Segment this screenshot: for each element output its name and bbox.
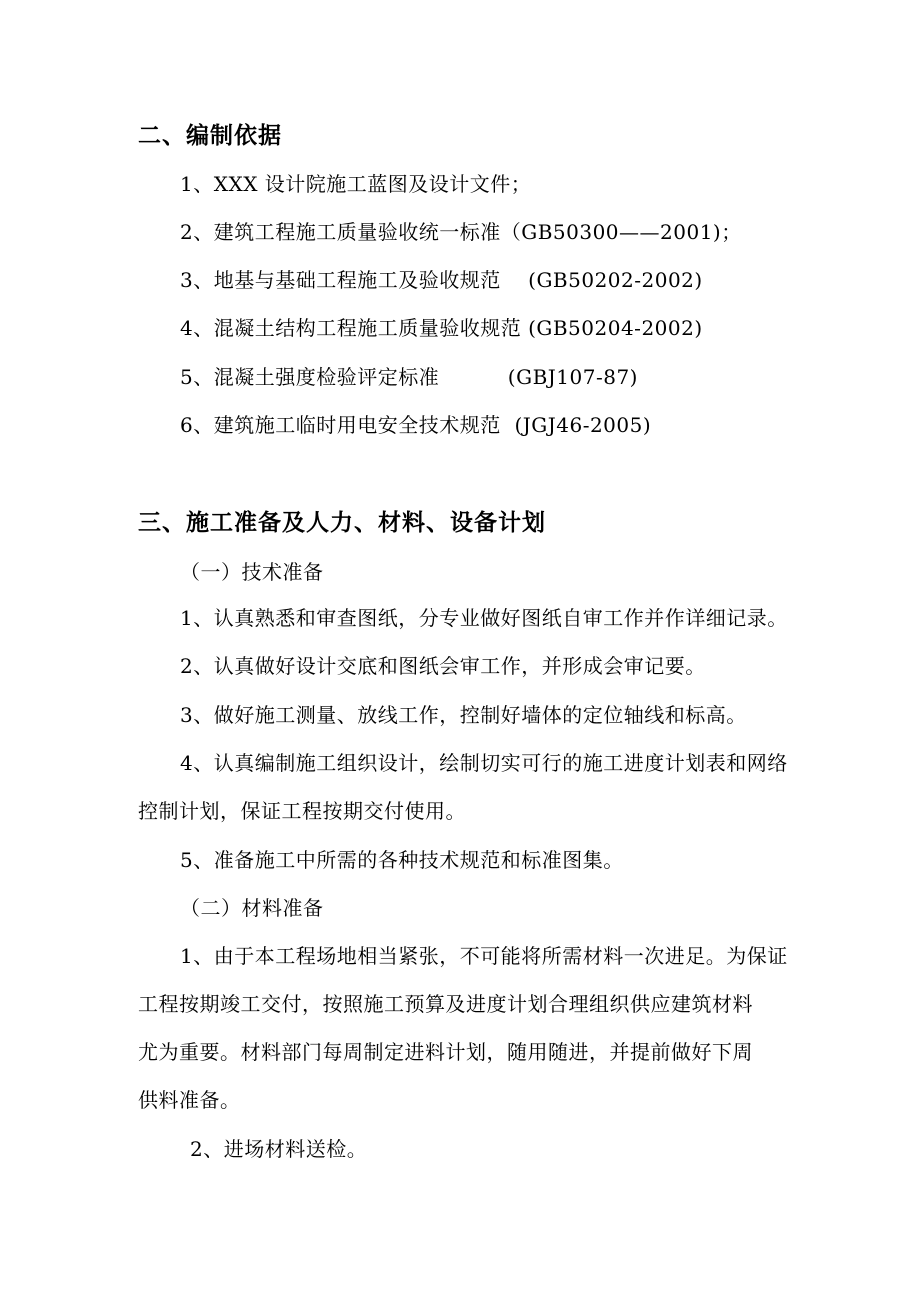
material-prep-subheading: （二）材料准备: [180, 896, 324, 920]
tech-item-3: 3、做好施工测量、放线工作，控制好墙体的定位轴线和标高。: [180, 703, 747, 727]
tech-prep-subheading: （一）技术准备: [180, 560, 324, 584]
section-2-heading: 二、编制依据: [138, 123, 282, 149]
basis-item-1: 1、XXX 设计院施工蓝图及设计文件；: [180, 172, 532, 196]
tech-item-1: 1、认真熟悉和审查图纸，分专业做好图纸自审工作并作详细记录。: [180, 606, 788, 630]
section-3-heading: 三、施工准备及人力、材料、设备计划: [138, 510, 546, 536]
material-item-1-line-4: 供料准备。: [138, 1088, 241, 1112]
material-item-1-line-2: 工程按期竣工交付，按照施工预算及进度计划合理组织供应建筑材料: [138, 992, 753, 1016]
tech-item-2: 2、认真做好设计交底和图纸会审工作，并形成会审记要。: [180, 654, 706, 678]
tech-item-4-line-1: 4、认真编制施工组织设计，绘制切实可行的施工进度计划表和网络: [180, 751, 788, 775]
material-item-1-line-1: 1、由于本工程场地相当紧张，不可能将所需材料一次进足。为保证: [180, 944, 788, 968]
tech-item-4-line-2: 控制计划，保证工程按期交付使用。: [138, 799, 466, 823]
basis-item-5: 5、混凝土强度检验评定标准 (GBJ107-87): [180, 365, 638, 389]
tech-item-5: 5、准备施工中所需的各种技术规范和标准图集。: [180, 848, 624, 872]
material-item-2: 2、进场材料送检。: [190, 1137, 368, 1161]
material-item-1-line-3: 尤为重要。材料部门每周制定进料计划，随用随进，并提前做好下周: [138, 1040, 753, 1064]
basis-item-2: 2、建筑工程施工质量验收统一标准（GB50300——2001)；: [180, 220, 742, 244]
basis-item-4: 4、混凝土结构工程施工质量验收规范 (GB50204-2002): [180, 316, 703, 340]
basis-item-6: 6、建筑施工临时用电安全技术规范 (JGJ46-2005): [180, 413, 652, 437]
basis-item-3: 3、地基与基础工程施工及验收规范 (GB50202-2002): [180, 268, 703, 292]
